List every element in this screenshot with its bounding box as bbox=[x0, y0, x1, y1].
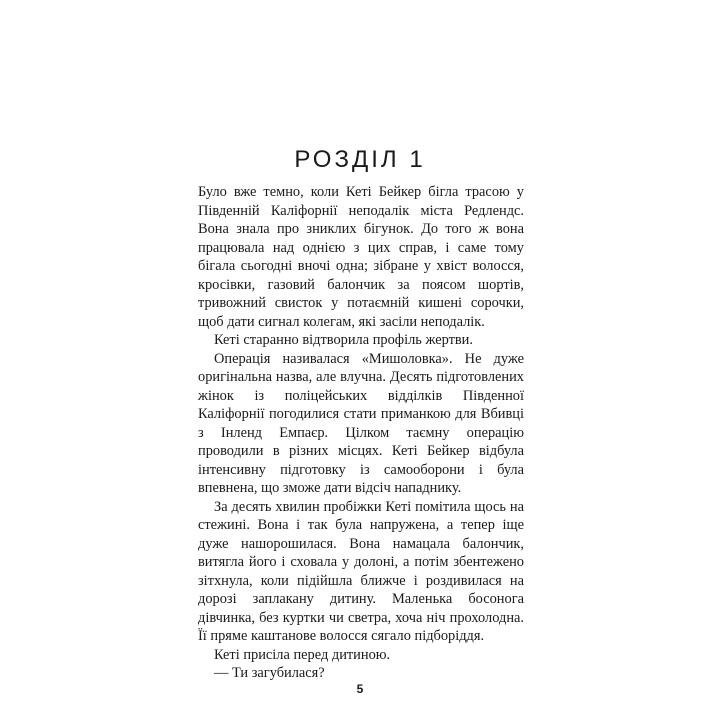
paragraph: Операція називалася «Мишоловка». Не дуже оригінальна назва, але влучна. Десять підготовлених жінок із поліцейських відділків Південної Каліфорнії погодилися стати приманкою для Вбивці з Інленд Емпаєр. Цілком таємну операцію проводили в різних місцях. Кеті Бейкер відбула інтенсивну підготовку із самооборони і була впевнена, що зможе дати відсіч нападнику. bbox=[198, 350, 524, 496]
page-number: 5 bbox=[356, 682, 364, 696]
chapter-title: РОЗДІЛ 1 bbox=[294, 146, 426, 173]
paragraph: Було вже темно, коли Кеті Бейкер бігла трасою у Південній Каліфорнії неподалік міста Редлендс. Вона знала про зниклих бігунок. До того ж вона працювала над однією з цих справ, і саме тому бігала сьогодні вночі одна; зібране у хвіст волосся, кросівки, газовий балончик за поясом шортів, тривожний свисток у потаємній кишені сорочки, щоб дати сигнал колегам, які засіли неподалік. bbox=[198, 184, 524, 330]
paragraph: — Ти загубилася? bbox=[214, 665, 325, 681]
body-text bbox=[198, 183, 524, 683]
paragraph: Кеті старанно відтворила профіль жертви. bbox=[214, 332, 473, 348]
paragraph: За десять хвилин пробіжки Кеті помітила щось на стежині. Вона і так була напружена, а тепер іще дуже нашорошилася. Вона намацала балончик, витягла його і сховала у долоні, а потім збентежено зітхнула, коли підійшла ближче і роздивилася на дорозі заплакану дитину. Маленька босонога дівчинка, без куртки чи светра, хоча ніч прохолодна. Її пряме каштанове волосся сягало підборіддя. bbox=[198, 498, 524, 644]
paragraph: Кеті присіла перед дитиною. bbox=[214, 646, 391, 663]
